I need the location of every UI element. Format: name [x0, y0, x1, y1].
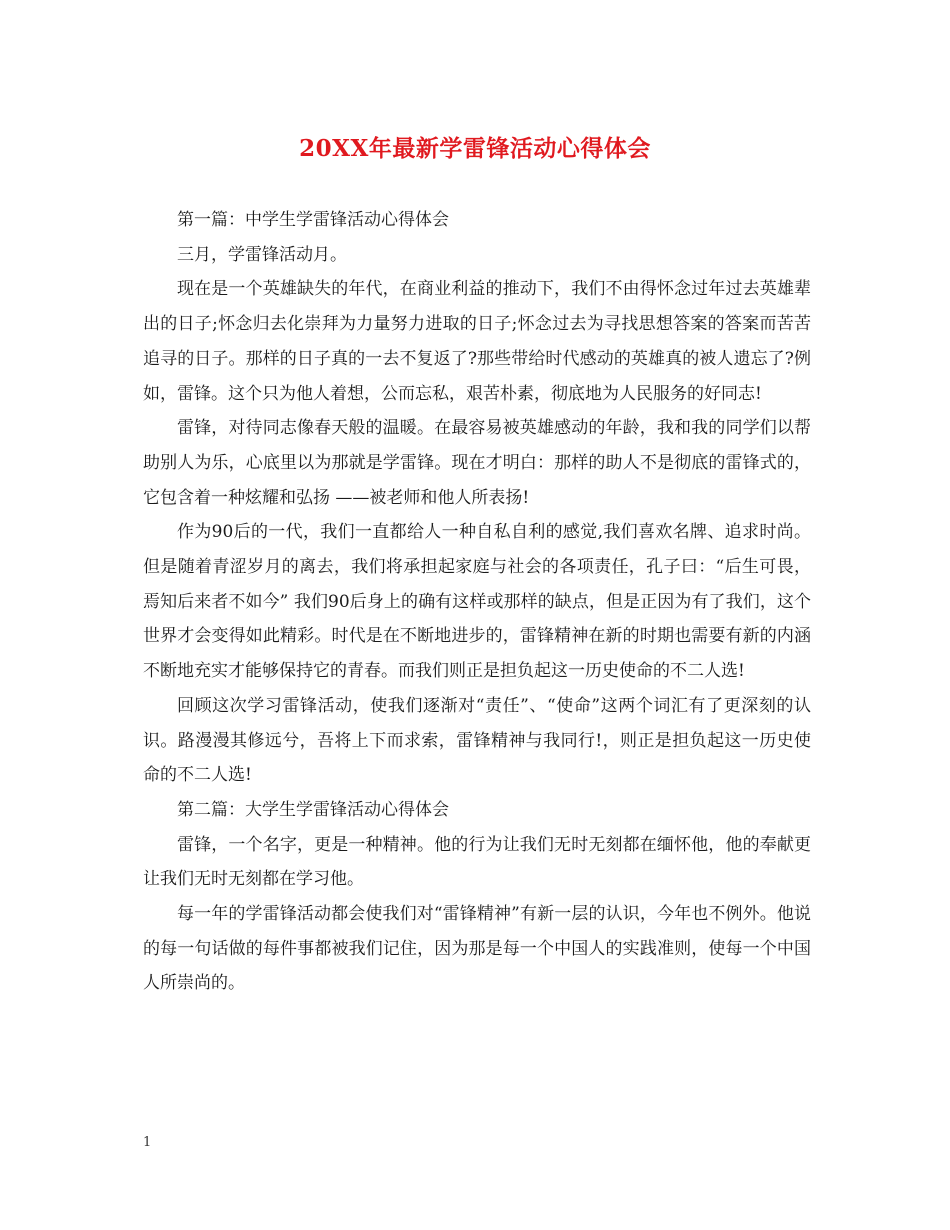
- document-title: 20XX年最新学雷锋活动心得体会: [299, 135, 651, 162]
- section-heading-2: 第二篇：大学生学雷锋活动心得体会: [177, 799, 449, 820]
- paragraph: 每一年的学雷锋活动都会使我们对“雷锋精神”有新一层的认识，今年也不例外。他说的每一句话做的每件事都被我们记住，因为那是每一个中国人的实践准则，使每一个中国人所崇尚的。: [143, 904, 811, 994]
- paragraph: 现在是一个英雄缺失的年代，在商业利益的推动下，我们不由得怀念过年过去英雄辈出的日子;怀念归去化崇拜为力量努力进取的日子;怀念过去为寻找思想答案的答案而苦苦追寻的日子。那样的日子真的一去不复返了?那些带给时代感动的英雄真的被人遗忘了?例如，雷锋。这个只为他人着想，公而忘私，艰苦朴素，彻底地为人民服务的好同志!: [143, 279, 811, 404]
- paragraph: 作为90后的一代，我们一直都给人一种自私自利的感觉,我们喜欢名牌、追求时尚。但是随着青涩岁月的离去，我们将承担起家庭与社会的各项责任，孔子曰：“后生可畏，焉知后来者不如今” 我们90后身上的确有这样或那样的缺点，但是正因为有了我们，这个世界才会变得如此精彩。时代是在不断地进步的，雷锋精神在新的时期也需要有新的内涵不断地充实才能够保持它的青春。而我们则正是担负起这一历史使命的不二人选!: [143, 522, 811, 682]
- section-heading-1: 第一篇：中学生学雷锋活动心得体会: [177, 210, 449, 230]
- paragraph: 三月，学雷锋活动月。: [177, 244, 347, 265]
- paragraph: 雷锋，对待同志像春天般的温暖。在最容易被英雄感动的年龄，我和我的同学们以帮助别人为乐，心底里以为那就是学雷锋。现在才明白：那样的助人不是彻底的雷锋式的，它包含着一种炫耀和弘扬 ——被老师和他人所表扬!: [143, 418, 811, 508]
- page-number: 1: [143, 1135, 152, 1150]
- document-body: [143, 203, 811, 1001]
- paragraph: 回顾这次学习雷锋活动，使我们逐渐对“责任”、“使命”这两个词汇有了更深刻的认识。路漫漫其修远兮，吾将上下而求索，雷锋精神与我同行!，则正是担负起这一历史使命的不二人选!: [143, 695, 811, 786]
- paragraph: 雷锋，一个名字，更是一种精神。他的行为让我们无时无刻都在缅怀他，他的奉献更让我们无时无刻都在学习他。: [143, 834, 811, 890]
